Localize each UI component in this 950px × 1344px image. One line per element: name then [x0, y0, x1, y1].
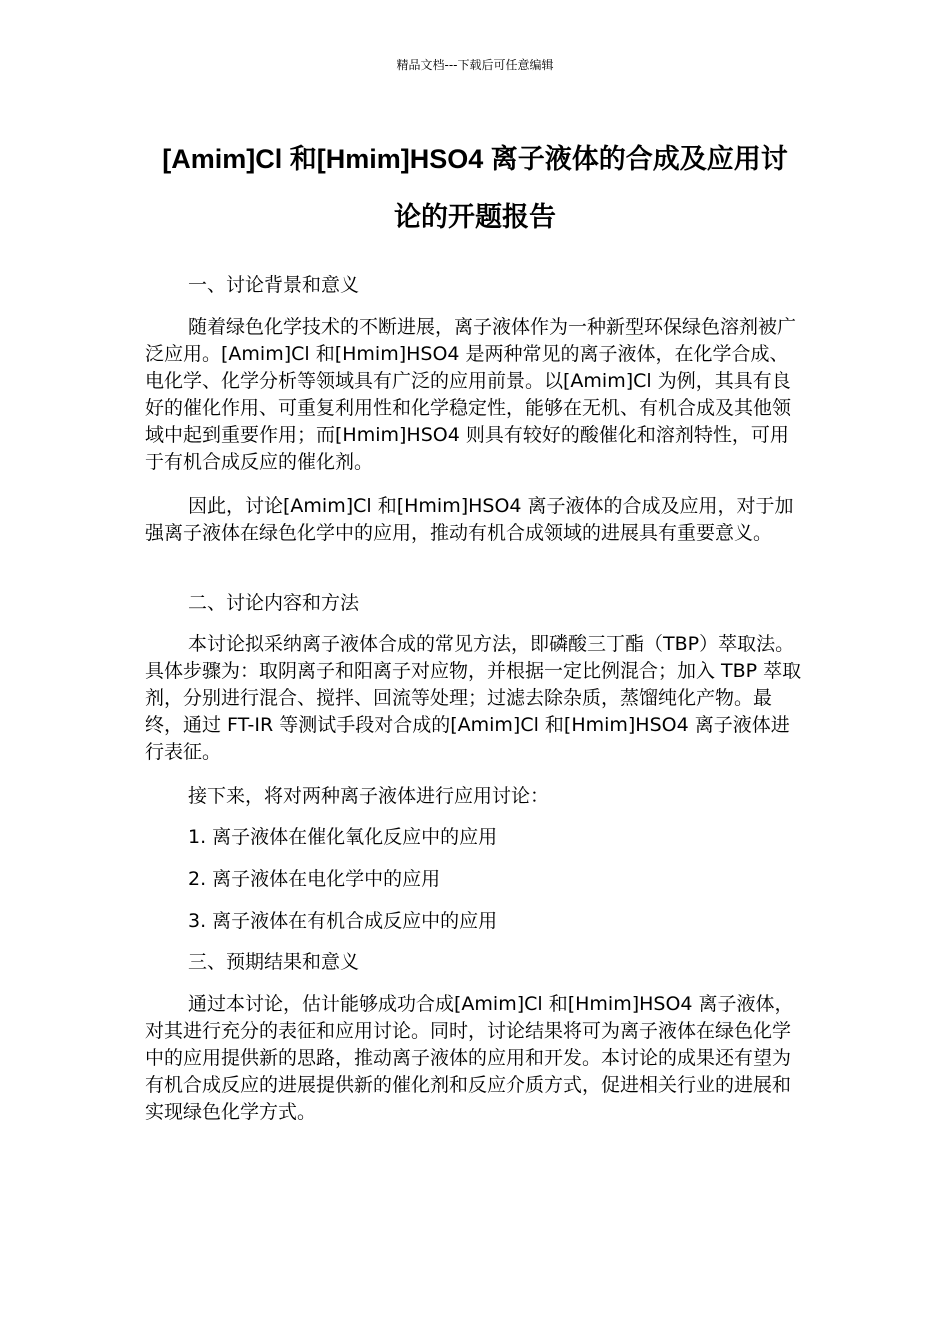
section-heading-results [145, 949, 807, 976]
section-heading-methods [145, 590, 807, 617]
paragraph-text: 通过本讨论，估计能够成功合成[Amim]Cl 和[Hmim]HSO4 离子液体，对其进行充分的表征和应用讨论。同时，讨论结果将可为离子液体在绿色化学中的应用提供新的思路，推动离子液体的应用和开发。本讨论的成果还有望为有机合成反应的进展提供新的催化剂和反应介质方式，促进相关行业的进展和实现绿色化学方式。 [145, 993, 794, 1123]
section-heading-background [145, 272, 807, 299]
heading-text: 二、讨论内容和方法 [188, 592, 360, 614]
heading-text: 一、讨论背景和意义 [188, 274, 360, 296]
paragraph-background [145, 314, 807, 476]
paragraph-text: 接下来，将对两种离子液体进行应用讨论： [188, 785, 550, 807]
title-line-2: 论的开题报告 [394, 202, 556, 232]
paragraph-text: 因此，讨论[Amim]Cl 和[Hmim]HSO4 离子液体的合成及应用，对于加强离子液体在绿色化学中的应用，推动有机合成领域的进展具有重要意义。 [145, 495, 794, 544]
paragraph-text: 本讨论拟采纳离子液体合成的常见方法，即磷酸三丁酯（TBP）萃取法。具体步骤为：取阴离子和阳离子对应物，并根据一定比例混合；加入 TBP 萃取剂，分别进行混合、搅拌、回流等处理；过滤去除杂质，蒸馏纯化产物。最终，通过 FT-IR 等测试手段对合成的[Amim]Cl 和[Hmim]HSO4 离子液体进行表征。 [145, 633, 802, 763]
paragraph-significance [145, 493, 807, 547]
list-item-text: 3. 离子液体在有机合成反应中的应用 [188, 910, 498, 932]
page-header: 精品文档---下载后可任意编辑 [396, 58, 554, 72]
list-item [145, 866, 807, 893]
list-item [145, 824, 807, 851]
document-title [145, 130, 805, 246]
paragraph-text: 随着绿色化学技术的不断进展，离子液体作为一种新型环保绿色溶剂被广泛应用。[Amim]Cl 和[Hmim]HSO4 是两种常见的离子液体，在化学合成、电化学、化学分析等领域具有广泛的应用前景。以[Amim]Cl 为例，其具有良好的催化作用、可重复利用性和化学稳定性，能够在无机、有机合成及其他领域中起到重要作用；而[Hmim]HSO4 则具有较好的酸催化和溶剂特性，可用于有机合成反应的催化剂。 [145, 316, 797, 473]
title-line-1: [Amim]Cl 和[Hmim]HSO4 离子液体的合成及应用讨 [162, 144, 788, 174]
list-item-text: 1. 离子液体在催化氧化反应中的应用 [188, 826, 498, 848]
list-item [145, 908, 807, 935]
paragraph-methods [145, 631, 807, 766]
list-item-text: 2. 离子液体在电化学中的应用 [188, 868, 441, 890]
paragraph-applications-intro [145, 783, 807, 810]
heading-text: 三、预期结果和意义 [188, 951, 360, 973]
paragraph-results [145, 991, 807, 1126]
